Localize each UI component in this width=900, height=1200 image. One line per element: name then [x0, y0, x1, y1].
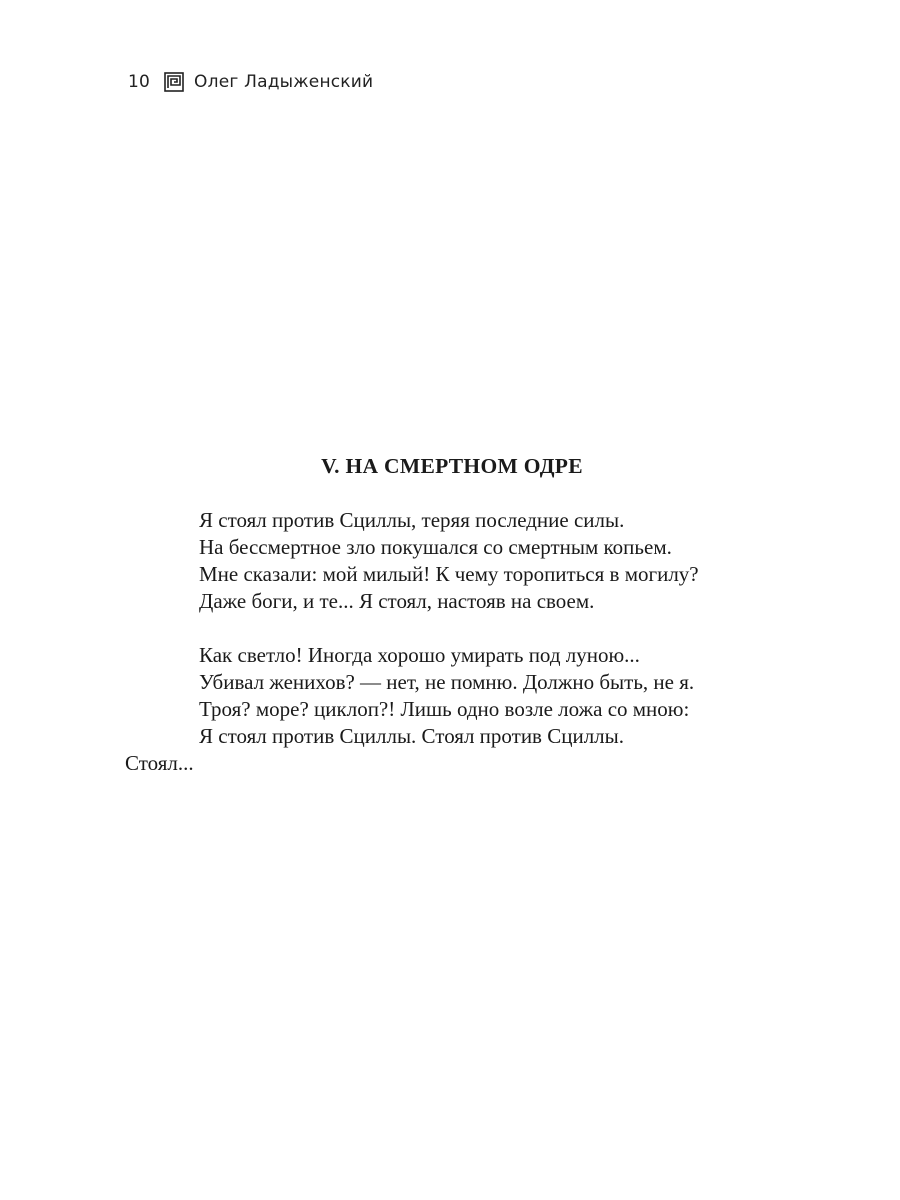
- poem: [0, 507, 900, 804]
- poem-line: Даже боги, и те... Я стоял, настояв на своем.: [199, 589, 595, 613]
- stanza: [0, 642, 900, 777]
- page-number: 10: [128, 72, 151, 92]
- stanza: [0, 507, 900, 615]
- poem-line: Я стоял против Сциллы, теряя последние силы.: [199, 508, 625, 532]
- greek-key-icon: [164, 72, 184, 92]
- poem-line: Мне сказали: мой милый! К чему торопиться в могилу?: [199, 562, 699, 586]
- poem-line: Убивал женихов? — нет, не помню. Должно быть, не я.: [199, 670, 695, 694]
- poem-line: На бессмертное зло покушался со смертным копьем.: [199, 535, 672, 559]
- author-name: Олег Ладыженский: [194, 72, 374, 92]
- chapter-title: V. НА СМЕРТНОМ ОДРЕ: [321, 454, 583, 478]
- poem-line: Как светло! Иногда хорошо умирать под луною...: [199, 643, 640, 667]
- poem-line: Я стоял против Сциллы. Стоял против Сциллы.: [199, 724, 625, 748]
- poem-tail-line: Стоял...: [125, 751, 194, 775]
- running-head: [128, 70, 373, 94]
- poem-line: Троя? море? циклоп?! Лишь одно возле ложа со мною:: [199, 697, 690, 721]
